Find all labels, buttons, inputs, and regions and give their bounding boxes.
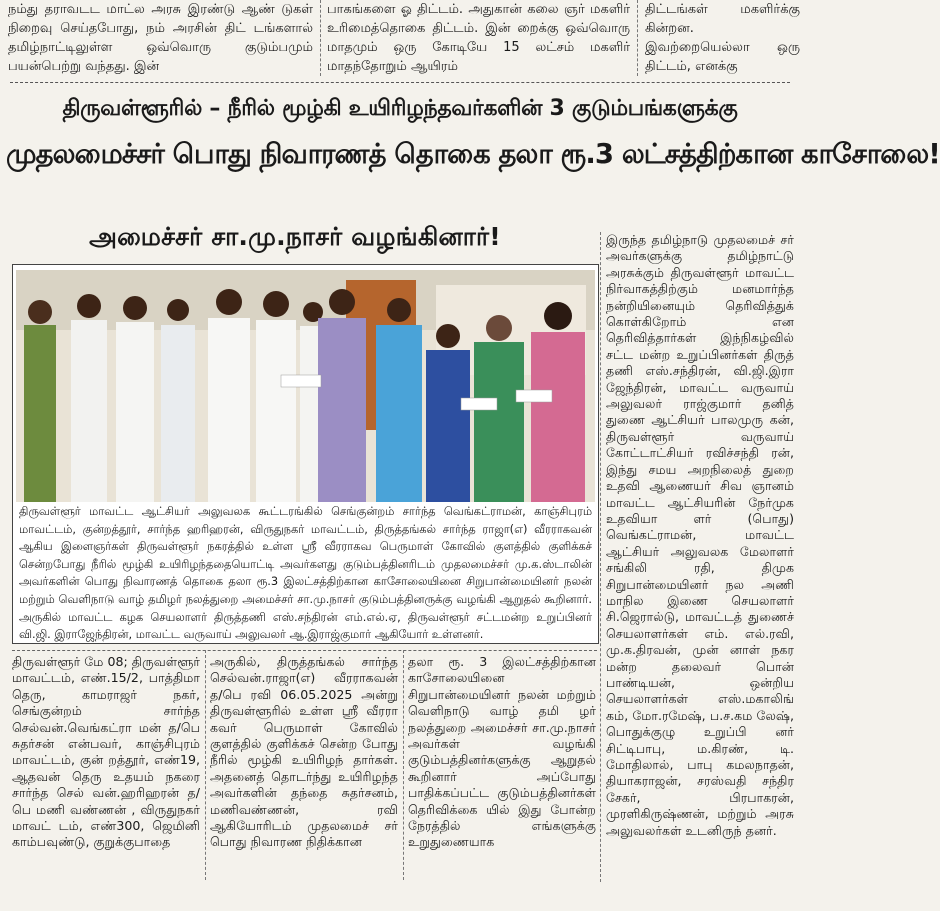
main-headline: முதலமைச்சர் பொது நிவாரணத் தொகை தலா ரூ.3 லட்சத்திற்கான காசோலை! [6, 138, 940, 170]
top-column-3 [645, 0, 800, 76]
section-divider [12, 650, 597, 651]
news-photo [16, 270, 595, 502]
right-column-text: இருந்த தமிழ்நாடு முதலமைச் சர் அவர்களுக்கு தமிழ்நாட்டு அரசுக்கும் திருவள்ளூர் மாவட்ட நிர்வாகத்திற்கும் மனமார்ந்த நன்றியினையும் தெரிவித்துக் கொள்கிறோம் என தெரிவித்தார்கள் இந்நிகழ்வில் சட்ட மன்ற உறுப்பினர்கள் திருத் தணி எஸ்.சந்திரன், வி.ஜி.இரா ஜேந்திரன், மாவட்ட வருவாய் அலுவலர் ராஜ்குமார் தனித் துணை ஆட்சியர் பாலமுரு கன், திருவள்ளூர் வருவாய் கோட்டாட்சியர் ரவிச்சந்தி ரன், இந்து சமய அறநிலைத் துறை உதவி ஆணையர் சிவ ஞானம் மாவட்ட ஆட்சியரின் நேர்முக உதவியா ளர் (பொது) வெங்கட்ராமன், மாவட்ட ஆட்சியர் அலுவலக மேலாளர் சங்கிலி ரதி, திமுக சிறுபான்மையினர் நல அணி மாநில இணை செயலாளர் சி.ஜெரால்டு, மாவட்டத் துணைச் செயலாளர்கள் எம். எல்.ரவி, மு.க.திரவன், முன் னாள் நகர மன்ற தலைவர் பொன் பாண்டியன், ஒன்றிய செயலாளர்கள் எஸ்.மகாலிங் கம், மோ.ரமேஷ், ப.ச.கம லேஷ், பொதுக்குழு உறுப்பி னர் சிட்டிபாபு, ம.கிரண், டி. மோதிலால், பாபு கமலநாதன், தியாகராஜன், சரஸ்வதி சந்திர சேகர், பிரபாகரன், முரளிகிருஷ்ணன், மற்றும் அரசு அலுவலர்கள் உடனிருந் தனர். [606, 232, 794, 838]
body-column-1 [12, 654, 200, 851]
column-separator [637, 0, 638, 76]
top-column-2 [327, 0, 630, 76]
right-column [606, 232, 794, 882]
column-separator [320, 0, 321, 76]
column-separator [205, 650, 206, 880]
top-column-3-text: திட்டங்கள் மகளிர்க்கு கின்றன. இவற்றையெல்லா ஒரு திட்டம், எனக்கு [645, 2, 800, 74]
section-divider [10, 82, 790, 83]
body-column-3-text: தலா ரூ. 3 இலட்சத்திற்கான காசோலையினை சிறுபான்மையினர் நலன் மற்றும் வெளிநாடு வாழ் தமி ழர் நலத்துறை அமைச்சர் சா.மு.நாசர் அவர்கள் வழங்கி குடும்பத்தினர்களுக்கு ஆறுதல் கூறினார் அப்போது பாதிக்கப்பட்ட குடும்பத்தினர்கள் தெரிவிக்கை யில் இது போன்ற நேரத்தில் எங்களுக்கு உறுதுணையாக [408, 654, 596, 850]
sub-headline: அமைச்சர் சா.மு.நாசர் வழங்கினார்! [89, 222, 501, 251]
top-column-1 [8, 0, 313, 76]
body-column-2 [210, 654, 398, 851]
top-column-1-text: நம்து தராவடட மாட்ல அரசு இரண்டு ஆண் டுகள் நிறைவு செய்தபோது, நம் அரசின் திட் டங்களால் தமிழ்நாட்டிலுள்ள ஒவ்வொரு குடும்பமும் பயன்பெற்று வந்தது. இன் [8, 2, 313, 74]
kicker-headline: திருவள்ளூரில் – நீரில் மூழ்கி உயிரிழந்தவர்களின் 3 குடும்பங்களுக்கு [62, 96, 738, 121]
photo-caption: திருவள்ளூர் மாவட்ட ஆட்சியர் அலுவலக கூட்டரங்கில் செங்குன்றம் சார்ந்த வெங்கட்ராமன், காஞ்சிபுரம் மாவட்டம், குன்றத்தூர், சார்ந்த ஹரிஹரன், விருதுநகர் மாவட்டம், திருத்தங்கல் சார்ந்த ராஜா(எ) வீரராகவன் ஆகிய இளைஞர்கள் திருவள்ளூர் நகரத்தில் உள்ள ஸ்ரீ வீரராகவ பெருமாள் கோவில் குளத்தில் குளிக்கச் சென்றபோது நீரில் மூழ்கி உயிரிழந்ததையொட்டி அவர்களது குடும்பத்தினரிடம் முதலமைச்சர் மு.க.ஸ்டாலின் அவர்களின் பொது நிவாரணத் தொகை தலா ரூ.3 இலட்சத்திற்கான காசோலையினை சிறுபான்மையினர் நலன் மற்றும் வெளிநாடு வாழ் தமிழர் நலத்துறை அமைச்சர் சா.மு.நாசர் குடும்பத்தினருக்கு வழங்கி ஆறுதல் கூறினார். அருகில் மாவட்ட கழக செயலாளர் திருத்தணி எஸ்.சந்திரன் எம்.எல்.ஏ, திருவள்ளூர் சட்டமன்ற உறுப்பினர் வி.ஜி. இராஜேந்திரன், மாவட்ட வருவாய் அலுவலர் ஆ.இராஜ்குமார் ஆகியோர் உள்ளனர். [19, 504, 592, 642]
body-column-3 [408, 654, 596, 851]
body-column-2-text: அருகில், திருத்தங்கல் சார்ந்த செல்வன்.ராஜா(எ) வீரராகவன் த/பெ ரவி 06.05.2025 அன்று திருவள்ளூரில் உள்ள ஸ்ரீ வீரரா கவர் பெருமாள் கோவில் குளத்தில் குளிக்கச் சென்ற போது நீரில் மூழ்கி உயிரிழந் தார்கள். அதனைத் தொடர்ந்து உயிரிழந்த அவர்களின் தந்தை சுதர்சனம், மணிவண்ணன், ரவி ஆகியோரிடம் முதலமைச் சர் பொது நிவாரண நிதிக்கான [210, 654, 398, 850]
photo-caption-box [12, 264, 599, 644]
body-column-1-text: திருவள்ளூர் மே 08; திருவள்ளூர் மாவட்டம், எண்.15/2, பாத்திமா தெரு, காமராஜர் நகர், செங்குன்றம் சார்ந்த செல்வன்.வெங்கட்ரா மன் த/பெ சுதர்சன் என்பவர், காஞ்சிபுரம் மாவட்டம், குன் றத்தூர், எண்19, ஆதவன் தெரு உதயம் நகரை சார்ந்த செல் வன்.ஹரிஹரன் த/பெ மணி வண்ணன் , விருதுநகர் மாவட் டம், எண்300, ஜெமினி காம்பவுண்டு, குறுக்குபாதை [12, 654, 200, 850]
column-separator [403, 650, 404, 880]
top-column-2-text: பாகங்களை ஓ திட்டம். அதுகான் கலை ஞர் மகளிர் உரிமைத்தொகை திட்டம். இன் றைக்கு ஒவ்வொரு மாதமும் ஒரு கோடியே 15 லட்சம் மகளிர் மாதந்தோறும் ஆயிரம் [327, 2, 630, 74]
column-separator [600, 232, 601, 882]
